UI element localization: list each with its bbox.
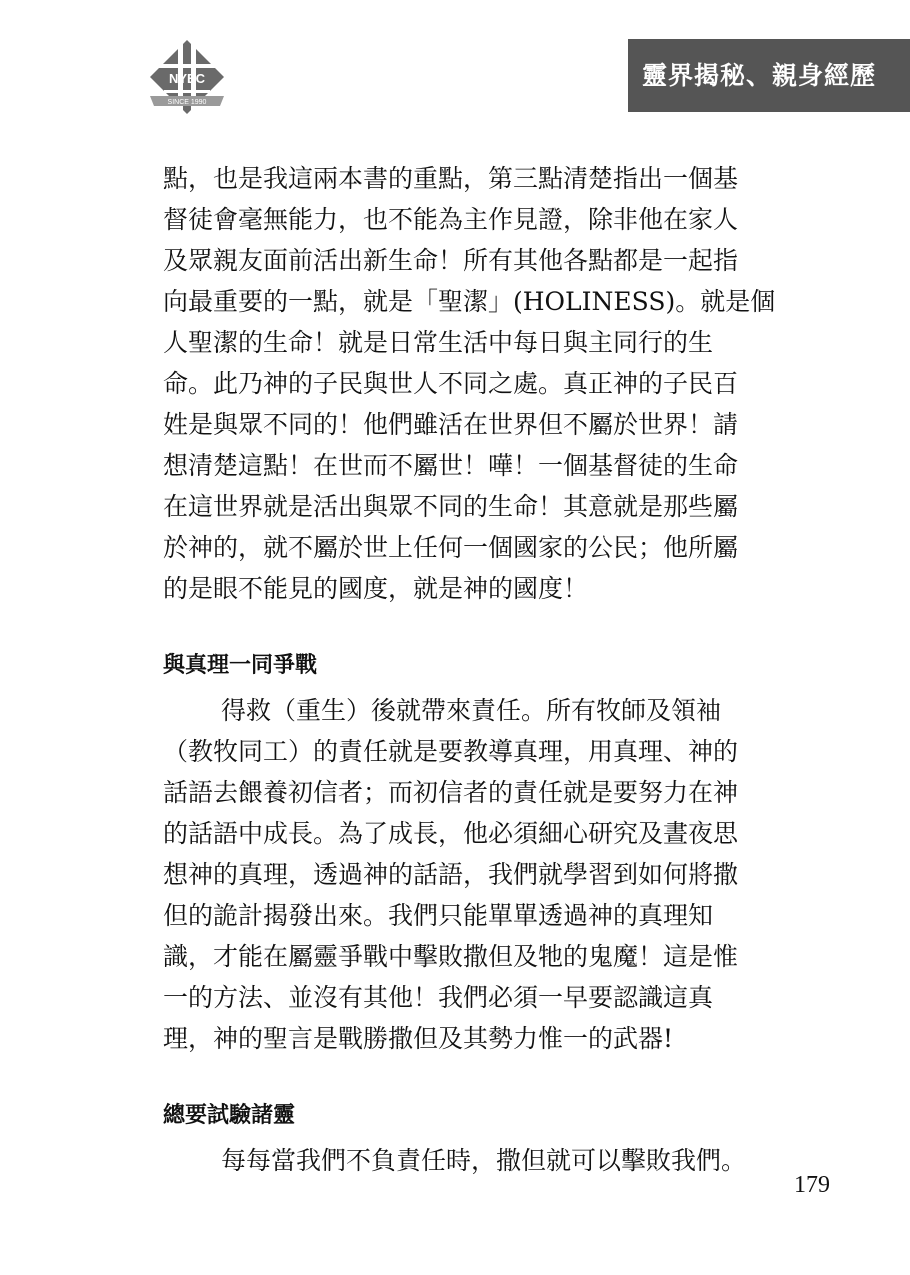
nyec-logo [148, 38, 226, 116]
logo-subtext: SINCE 1990 [167, 99, 207, 106]
chapter-title: 靈界揭秘、親身經歷 [642, 61, 877, 90]
text-line: 姓是與眾不同的！他們雖活在世界但不屬於世界！請 [163, 410, 739, 439]
text-line: 想清楚這點！在世而不屬世！嘩！一個基督徒的生命 [163, 451, 739, 480]
text-line: 理，神的聖言是戰勝撒但及其勢力惟一的武器! [163, 1024, 674, 1053]
text-line: 一的方法、並沒有其他！我們必須一早要認識這真 [163, 983, 714, 1012]
text-line: 在這世界就是活出與眾不同的生命！其意就是那些屬 [163, 492, 739, 521]
text-line: 督徒會毫無能力，也不能為主作見證，除非他在家人 [163, 205, 739, 234]
text-line: 點，也是我這兩本書的重點，第三點清楚指出一個基 [163, 164, 739, 193]
paragraph-1 [163, 158, 776, 609]
text-line: 於神的，就不屬於世上任何一個國家的公民；他所屬 [163, 533, 739, 562]
text-line: 的話語中成長。為了成長，他必須細心研究及晝夜思 [163, 819, 739, 848]
section-heading-test-spirits: 總要試驗諸靈 [163, 1103, 296, 1128]
paragraph-2 [163, 690, 755, 1059]
logo-text: NYEC [168, 71, 206, 86]
text-line: 的是眼不能見的國度，就是神的國度！ [163, 574, 589, 603]
page-number: 179 [794, 1172, 830, 1198]
page-content [163, 158, 776, 1181]
text-line: （教牧同工）的責任就是要教導真理，用真理、神的 [163, 737, 739, 766]
paragraph-3 [163, 1140, 755, 1181]
text-line: 人聖潔的生命！就是日常生活中每日與主同行的生 [163, 328, 714, 357]
text-line: 識，才能在屬靈爭戰中擊敗撒但及牠的鬼魔！這是惟 [163, 942, 739, 971]
text-line: 命。此乃神的子民與世人不同之處。真正神的子民百 [163, 369, 739, 398]
text-line: 得救（重生）後就帶來責任。所有牧師及領袖 [221, 696, 722, 725]
text-line: 想神的真理，透過神的話語，我們就學習到如何將撒 [163, 860, 739, 889]
text-line: 向最重要的一點，就是「聖潔」(HOLINESS)。就是個 [163, 287, 776, 316]
section-heading-truth: 與真理一同爭戰 [163, 653, 318, 678]
text-line: 但的詭計揭發出來。我們只能單單透過神的真理知 [163, 901, 714, 930]
text-line: 每每當我們不負責任時，撒但就可以擊敗我們。 [221, 1146, 747, 1175]
text-line: 話語去餵養初信者；而初信者的責任就是要努力在神 [163, 778, 739, 807]
chapter-title-banner [628, 39, 910, 112]
text-line: 及眾親友面前活出新生命！所有其他各點都是一起指 [163, 246, 739, 275]
